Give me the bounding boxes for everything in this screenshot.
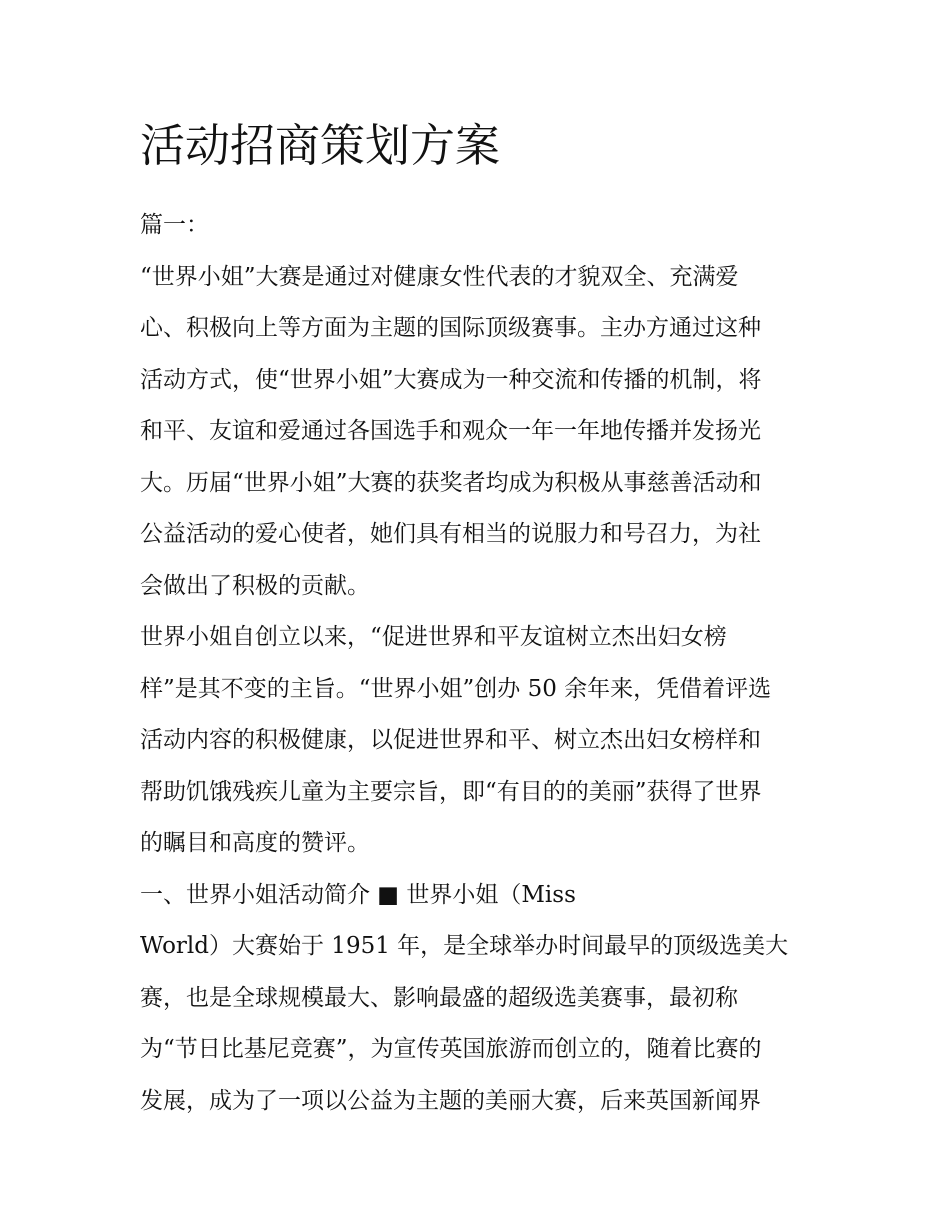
text-line: 活动内容的积极健康，以促进世界和平、树立杰出妇女榜样和 [140, 727, 761, 753]
text-line: 篇一： [140, 212, 209, 238]
text-line: 活动方式，使“世界小姐”大赛成为一种交流和传播的机制，将 [140, 366, 762, 393]
text-line: 帮助饥饿残疾儿童为主要宗旨，即“有目的的美丽”获得了世界 [140, 778, 762, 805]
document-body [140, 200, 820, 1127]
text-line: 会做出了积极的贡献。 [140, 572, 370, 599]
text-line: 心、积极向上等方面为主题的国际顶级赛事。主办方通过这种 [140, 315, 761, 341]
text-line: 的瞩目和高度的赞评。 [140, 830, 370, 856]
text-line: 赛，也是全球规模最大、影响最盛的超级选美赛事，最初称 [140, 984, 738, 1011]
text-line: 样”是其不变的主旨。“世界小姐”创办 50 余年来，凭借着评选 [140, 675, 772, 702]
text-line: “世界小姐”大赛是通过对健康女性代表的才貌双全、充满爱 [140, 263, 739, 290]
text-line: 和平、友谊和爱通过各国选手和观众一年一年地传播并发扬光 [140, 418, 761, 444]
document-title: 活动招商策划方案 [140, 119, 501, 172]
text-line: 一、世界小姐活动简介 ■ 世界小姐（Miss [140, 881, 576, 908]
text-line: 发展，成为了一项以公益为主题的美丽大赛，后来英国新闻界 [140, 1087, 761, 1114]
text-line: 为“节日比基尼竞赛”，为宣传英国旅游而创立的，随着比赛的 [140, 1036, 762, 1062]
text-line: 世界小姐自创立以来，“促进世界和平友谊树立杰出妇女榜 [140, 624, 727, 650]
text-line: 公益活动的爱心使者，她们具有相当的说服力和号召力，为社 [140, 521, 761, 547]
text-line: World）大赛始于 1951 年，是全球举办时间最早的顶级选美大 [140, 933, 789, 959]
text-line: 大。历届“世界小姐”大赛的获奖者均成为积极从事慈善活动和 [140, 469, 762, 496]
